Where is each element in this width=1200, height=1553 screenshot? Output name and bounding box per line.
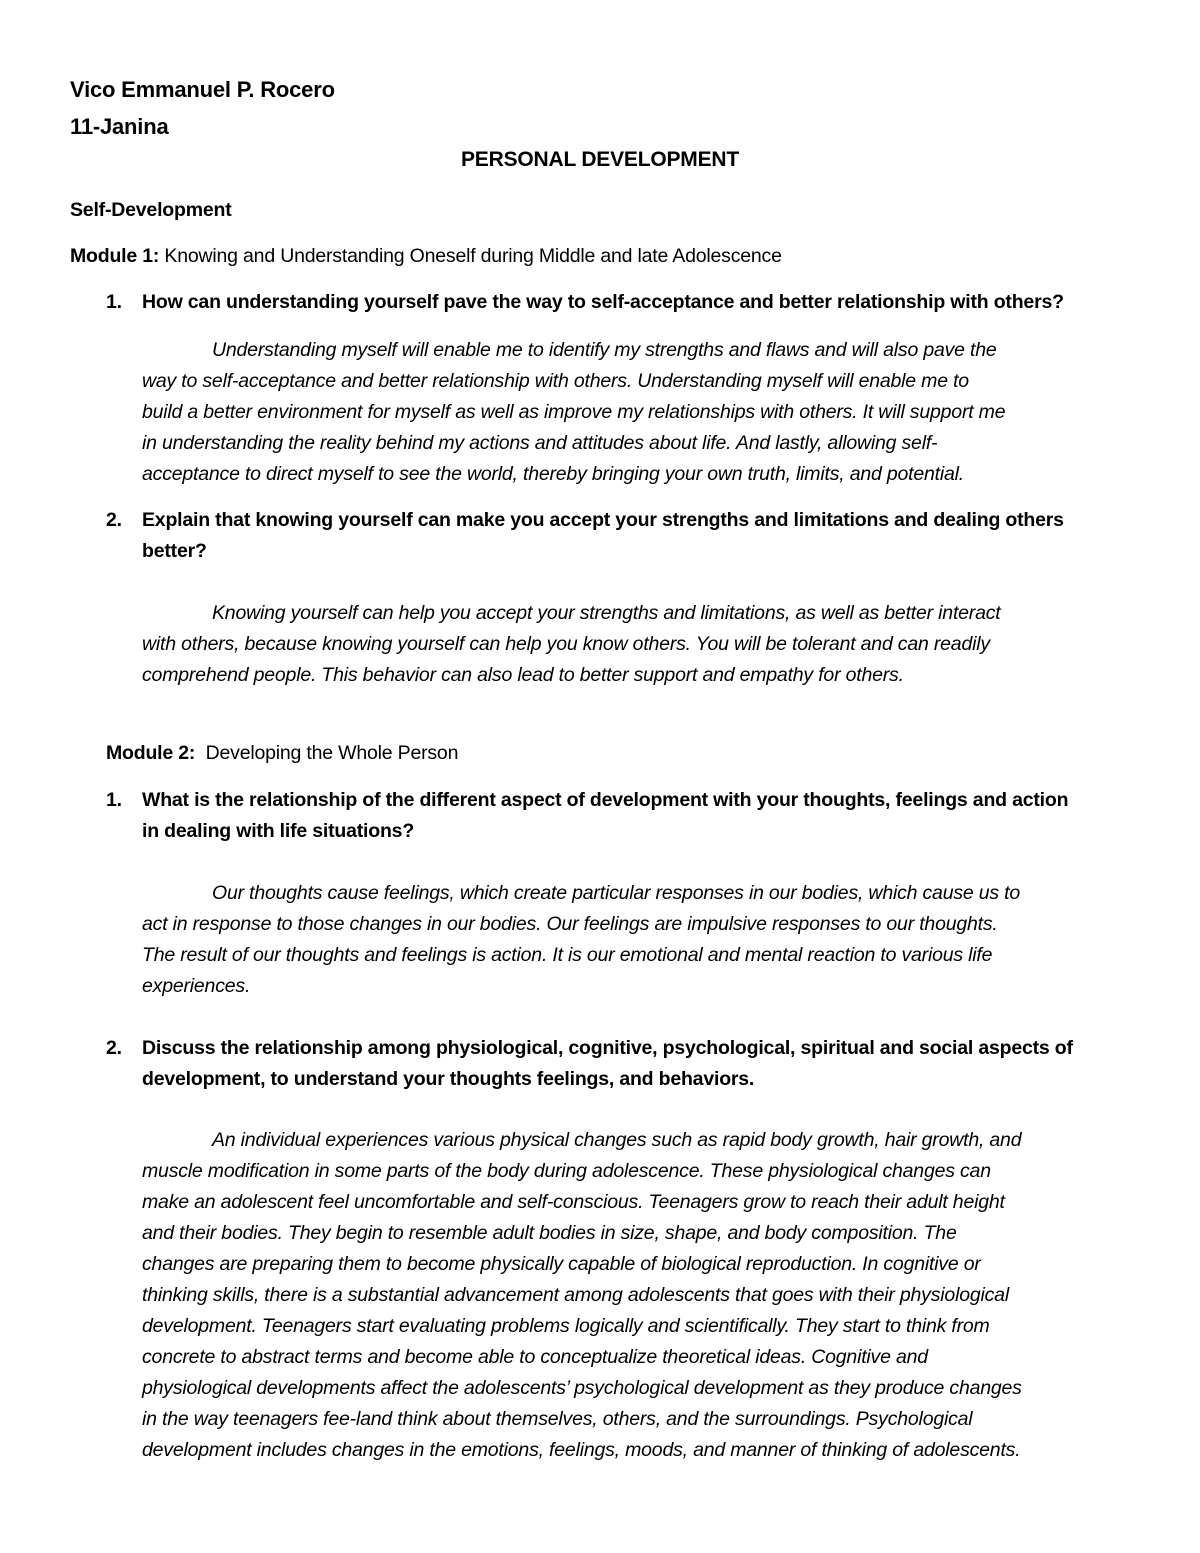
- module-2-question-1-line-2: in dealing with life situations?: [142, 820, 415, 842]
- module-2-label: Module 2:: [106, 742, 196, 764]
- module-1-question-2: 2. Explain that knowing yourself can make you accept your strengths and limitations and dealing others: [106, 509, 1064, 531]
- module-2-answer-2: An individual experiences various physical changes such as rapid body growth, hair growth, and muscle modification in some parts of the body during adolescence. These physiological changes can make an adolescent feel uncomfortable and self-conscious. Teenagers grow to reach their adult height and their bodies. They begin to resemble adult bodies in size, shape, and body composition. The changes are preparing them to become physically capable of biological reproduction. In cognitive or thinking skills, there is a substantial advancement among adolescents that goes with their physiological development. Teenagers start evaluating problems logically and scientifically. They start to think from concrete to abstract terms and become able to conceptualize theoretical ideas. Cognitive and physiological developments affect the adolescents’ psychological development as they produce changes in the way teenagers fee-land think about themselves, others, and the surroundings. Psychological development includes changes in the emotions, feelings, moods, and manner of thinking of adolescents.: [142, 1129, 1022, 1461]
- module-1-heading: [70, 245, 782, 268]
- module-2-title: Developing the Whole Person: [195, 742, 459, 764]
- module-2-question-2: 2. Discuss the relationship among physiological, cognitive, psychological, spiritual and social aspects of: [106, 1037, 1073, 1059]
- module-2-question-2-line-2: development, to understand your thoughts feelings, and behaviors.: [142, 1068, 755, 1090]
- module-2-answer-1: Our thoughts cause feelings, which create particular responses in our bodies, which cause us to act in response to those changes in our bodies. Our feelings are impulsive responses to our thoughts. The result of our thoughts and feelings is action. It is our emotional and mental reaction to various life experiences.: [142, 882, 1021, 997]
- student-section: 11-Janina: [70, 114, 169, 139]
- subheading: Self-Development: [70, 199, 232, 221]
- module-1-answer-2: Knowing yourself can help you accept your strengths and limitations, as well as better interact with others, because knowing yourself can help you know others. You will be tolerant and can readily comprehend people. This behavior can also lead to better support and empathy for others.: [142, 602, 1001, 686]
- module-1-answer-1: Understanding myself will enable me to identify my strengths and flaws and will also pave the way to self-acceptance and better relationship with others. Understanding myself will enable me to build a better environment for myself as well as improve my relationships with others. It will support me in understanding the reality behind my actions and attitudes about life. And lastly, allowing self- acceptance to direct myself to see the world, thereby bringing your own truth, limits, and potential.: [142, 339, 1006, 485]
- module-1-title: Knowing and Understanding Oneself during Middle and late Adolescence: [159, 245, 782, 267]
- student-name: Vico Emmanuel P. Rocero: [70, 77, 335, 102]
- module-1-label: Module 1:: [70, 245, 160, 267]
- document-title: PERSONAL DEVELOPMENT: [461, 148, 739, 171]
- module-2-question-1: 1. What is the relationship of the different aspect of development with your thoughts, feelings and action: [106, 789, 1069, 811]
- module-2-heading: [106, 742, 458, 765]
- module-1-question-1: 1. How can understanding yourself pave the way to self-acceptance and better relationship with others?: [106, 291, 1064, 313]
- module-1-question-2-line-2: better?: [142, 540, 207, 562]
